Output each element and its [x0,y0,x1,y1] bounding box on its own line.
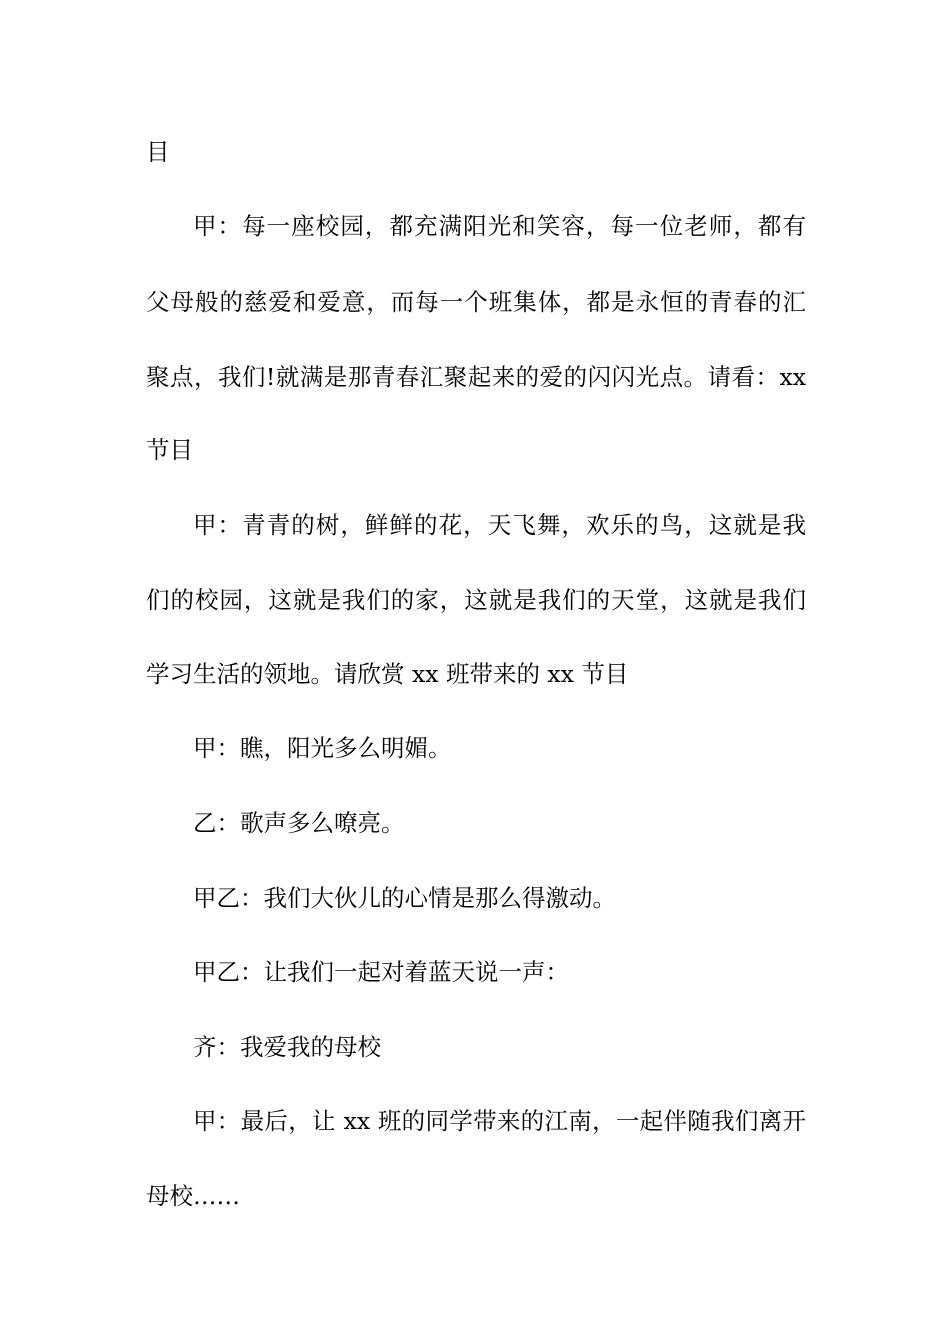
text-line: 乙：歌声多么嘹亮。 [193,809,405,837]
text-line: 甲：青青的树，鲜鲜的花，天飞舞，欢乐的鸟，这就是我 [193,511,806,539]
text-line: 目 [146,138,170,166]
text-line: 母校…… [146,1182,240,1210]
text-line: 甲乙：让我们一起对着蓝天说一声： [193,958,569,986]
text-line: 们的校园，这就是我们的家，这就是我们的天堂，这就是我们 [146,586,806,614]
text-line: 甲乙：我们大伙儿的心情是那么得激动。 [193,884,616,912]
text-line: 甲：瞧，阳光多么明媚。 [193,734,452,762]
text-line: 父母般的慈爱和爱意，而每一个班集体，都是永恒的青春的汇 [146,288,806,316]
text-line: 甲：最后，让 xx 班的同学带来的江南，一起伴随我们离开 [193,1107,806,1135]
text-line: 甲：每一座校园，都充满阳光和笑容，每一位老师，都有 [193,212,806,240]
text-line: 聚点，我们!就满是那青春汇聚起来的爱的闪闪光点。请看：xx [146,363,806,391]
text-line: 齐：我爱我的母校 [193,1033,381,1061]
text-line: 学习生活的领地。请欣赏 xx 班带来的 xx 节目 [146,660,629,688]
text-line: 节目 [146,436,193,464]
